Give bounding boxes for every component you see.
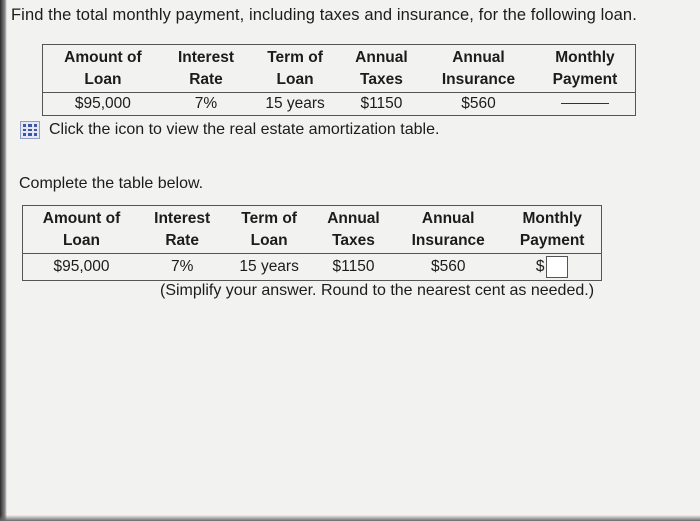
cell-insurance: $560 bbox=[422, 93, 535, 116]
answer-cell-term: 15 years bbox=[224, 254, 314, 281]
answer-cell-payment bbox=[503, 254, 601, 281]
cell-amount: $95,000 bbox=[43, 93, 163, 116]
header-payment: Monthly Payment bbox=[552, 48, 618, 88]
answer-cell-amount: $95,000 bbox=[23, 254, 140, 281]
amortization-link-row bbox=[20, 121, 439, 139]
answer-cell-rate: 7% bbox=[140, 254, 224, 281]
monthly-payment-input[interactable] bbox=[546, 256, 568, 278]
answer-cell-insurance: $560 bbox=[393, 254, 503, 281]
answer-header-amount: Amount of Loan bbox=[42, 209, 121, 249]
header-rate: Interest Rate bbox=[178, 48, 234, 88]
amortization-link-text: Click the icon to view the real estate amortization table. bbox=[49, 121, 440, 138]
cell-term: 15 years bbox=[249, 93, 341, 116]
cell-taxes: $1150 bbox=[341, 93, 422, 116]
header-term: Term of Loan bbox=[267, 48, 323, 88]
header-insurance: Annual Insurance bbox=[441, 48, 516, 88]
answer-header-taxes: Annual Taxes bbox=[327, 209, 380, 249]
dollar-sign: $ bbox=[535, 258, 545, 276]
bottom-edge-shadow bbox=[0, 515, 700, 521]
answer-header-insurance: Annual Insurance bbox=[411, 209, 485, 249]
complete-table-label: Complete the table below. bbox=[19, 175, 204, 192]
left-edge-shadow bbox=[0, 0, 7, 521]
answer-table bbox=[22, 205, 602, 281]
header-taxes: Annual Taxes bbox=[355, 48, 408, 88]
answer-header-term: Term of Loan bbox=[241, 209, 297, 249]
rounding-note: (Simplify your answer. Round to the nearest cent as needed.) bbox=[160, 282, 595, 299]
cell-rate: 7% bbox=[163, 93, 249, 116]
payment-blank-line bbox=[561, 103, 609, 104]
question-text: Find the total monthly payment, including taxes and insurance, for the following loan. bbox=[11, 6, 637, 24]
cell-payment-blank bbox=[535, 93, 636, 116]
table-grid-icon[interactable] bbox=[20, 121, 40, 139]
header-amount: Amount of Loan bbox=[64, 48, 142, 88]
answer-header-rate: Interest Rate bbox=[154, 209, 211, 249]
given-loan-table bbox=[42, 44, 636, 116]
answer-header-payment: Monthly Payment bbox=[519, 209, 585, 249]
answer-cell-taxes: $1150 bbox=[314, 254, 393, 281]
